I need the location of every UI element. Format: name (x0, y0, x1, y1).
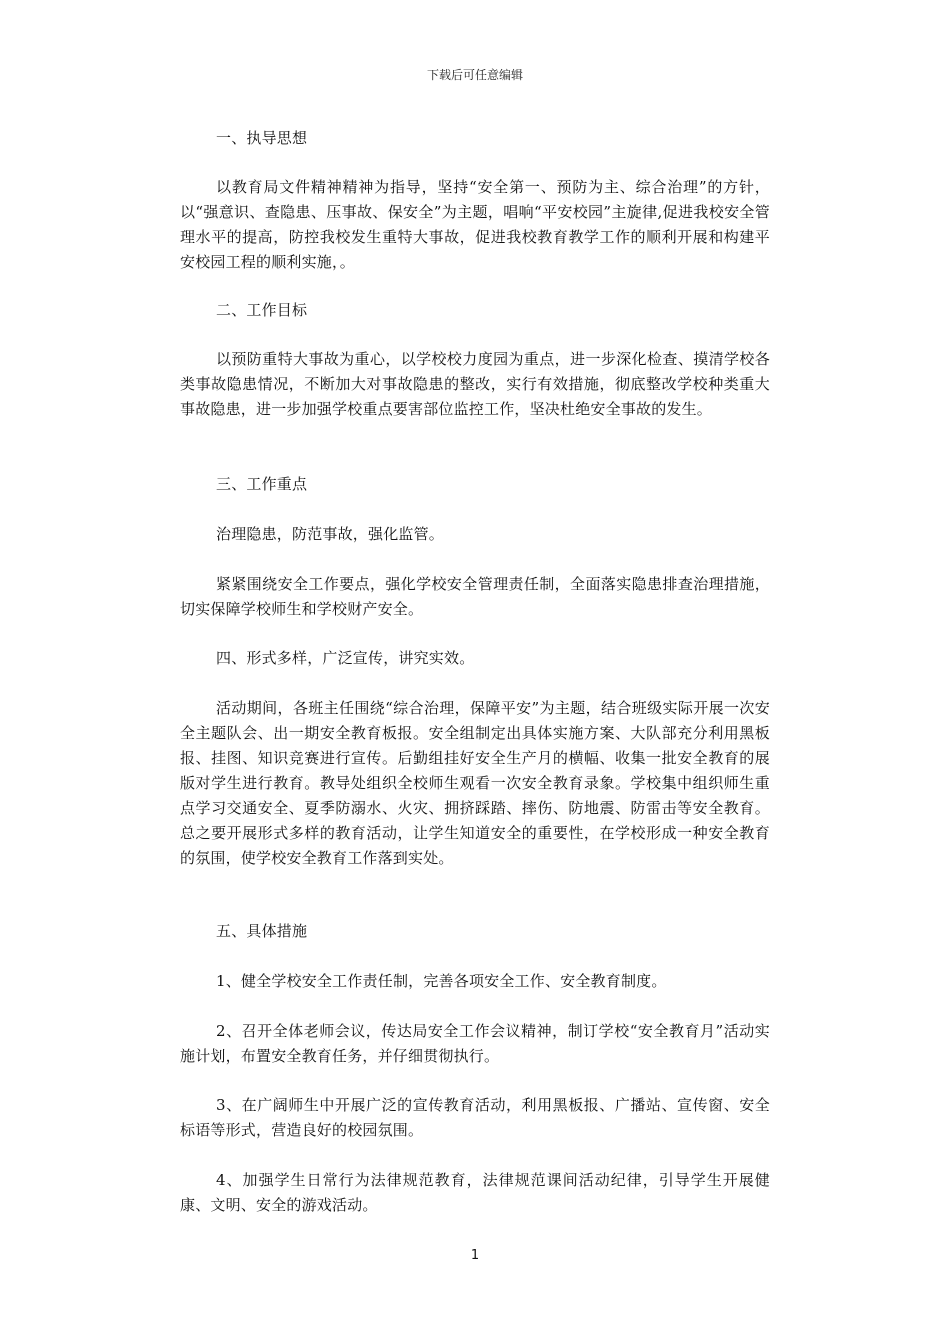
heading-publicity: 四、形式多样，广泛宣传，讲究实效。 (216, 649, 475, 667)
measure-item-3: 3、在广阔师生中开展广泛的宣传教育活动，利用黑板报、广播站、宣传窗、安全标语等形式，营造良好的校园氛围。 (180, 1096, 770, 1139)
paragraph-work-goals: 以预防重特大事故为重心，以学校校力度园为重点，进一步深化检查、摸清学校各类事故隐患情况，不断加大对事故隐患的整改，实行有效措施，彻底整改学校种类重大事故隐患，进一步加强学校重点要害部位监控工作，坚决杜绝安全事故的发生。 (180, 350, 770, 418)
paragraph-publicity: 活动期间，各班主任围绕“综合治理，保障平安”为主题，结合班级实际开展一次安全主题队会、出一期安全教育板报。安全组制定出具体实施方案、大队部充分利用黑板报、挂图、知识竞赛进行宣传。后勤组挂好安全生产月的横幅、收集一批安全教育的展版对学生进行教育。教导处组织全校师生观看一次安全教育录象。学校集中组织师生重点学习交通安全、夏季防溺水、火灾、拥挤踩踏、摔伤、防地震、防雷击等安全教育。总之要开展形式多样的教育活动，让学生知道安全的重要性，在学校形成一种安全教育的氛围，使学校安全教育工作落到实处。 (180, 699, 770, 867)
heading-guiding-ideology: 一、执导思想 (216, 129, 308, 147)
heading-work-focus: 三、工作重点 (216, 475, 308, 493)
measure-item-2: 2、召开全体老师会议，传达局安全工作会议精神，制订学校“安全教育月”活动实施计划，布置安全教育任务，并仔细贯彻执行。 (180, 1022, 770, 1065)
page-number: 1 (470, 1248, 480, 1263)
paragraph-focus-summary: 治理隐患，防范事故，强化监管。 (216, 525, 445, 543)
paragraph-focus-detail: 紧紧围绕安全工作要点，强化学校安全管理责任制，全面落实隐患排查治理措施，切实保障学校师生和学校财产安全。 (180, 575, 770, 618)
measure-item-1: 1、健全学校安全工作责任制，完善各项安全工作、安全教育制度。 (216, 972, 667, 990)
paragraph-guiding-ideology: 以教育局文件精神精神为指导，坚持“安全第一、预防为主、综合治理”的方针，以“强意识、查隐患、压事故、保安全”为主题，唱响“平安校园”主旋律,促进我校安全管理水平的提高，防控我校发生重特大事故，促进我校教育教学工作的顺利开展和构建平安校园工程的顺利实施，。 (180, 178, 770, 271)
heading-work-goals: 二、工作目标 (216, 301, 308, 319)
measure-item-4: 4、加强学生日常行为法律规范教育，法律规范课间活动纪律，引导学生开展健康、文明、安全的游戏活动。 (180, 1171, 770, 1214)
page-header: 下载后可任意编辑 (426, 68, 523, 82)
heading-specific-measures: 五、具体措施 (216, 922, 308, 940)
